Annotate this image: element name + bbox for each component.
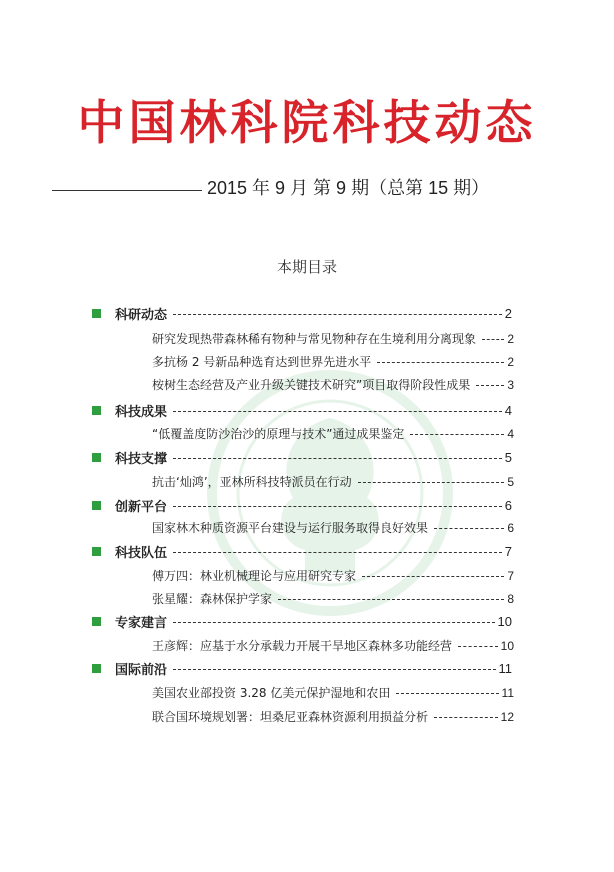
toc-item[interactable]	[152, 637, 514, 654]
dot-leader	[173, 458, 502, 459]
toc-section[interactable]	[92, 448, 512, 467]
item-title: 傅万四：林业机械理论与应用研究专家	[152, 569, 357, 583]
section-bullet-icon	[92, 664, 101, 673]
toc-item[interactable]	[152, 708, 514, 725]
toc-item[interactable]	[152, 473, 514, 490]
item-title: “低覆盖度防沙治沙的原理与技术”通过成果鉴定	[152, 427, 405, 441]
dot-leader	[482, 339, 504, 340]
dot-leader	[173, 552, 502, 553]
toc-item[interactable]	[152, 353, 514, 370]
page-number: 5	[504, 450, 512, 465]
section-bullet-icon	[92, 501, 101, 510]
toc-item[interactable]	[152, 567, 514, 584]
page-number: 4	[507, 426, 514, 441]
page-number: 6	[504, 498, 512, 513]
item-title: 王彦辉：应基于水分承载力开展干旱地区森林多功能经营	[152, 639, 453, 653]
section-title: 科技队伍	[115, 546, 168, 561]
toc-item[interactable]	[152, 330, 514, 347]
section-title: 科技支撑	[115, 452, 168, 467]
item-title: 联合国环境规划署：坦桑尼亚森林资源利用损益分析	[152, 710, 429, 724]
item-title: 多抗杨 2 号新品种选育达到世界先进水平	[152, 355, 372, 369]
dot-leader	[173, 411, 502, 412]
dot-leader	[173, 669, 495, 670]
section-bullet-icon	[92, 406, 101, 415]
page-number: 4	[504, 403, 512, 418]
dot-leader	[410, 434, 504, 435]
toc-item[interactable]	[152, 376, 514, 393]
toc-section[interactable]	[92, 304, 512, 323]
item-title: 国家林木种质资源平台建设与运行服务取得良好效果	[152, 521, 429, 535]
dot-leader	[173, 506, 502, 507]
section-bullet-icon	[92, 453, 101, 462]
item-title: 张星耀：森林保护学家	[152, 592, 273, 606]
toc-section[interactable]	[92, 612, 512, 631]
item-title: 桉树生态经营及产业升级关键技术研究”项目取得阶段性成果	[152, 378, 471, 392]
page-number: 11	[498, 661, 512, 676]
page-number: 7	[507, 568, 514, 583]
toc-section[interactable]	[92, 401, 512, 420]
page-number: 11	[501, 685, 514, 700]
dot-leader	[173, 622, 495, 623]
section-title: 科研动态	[115, 308, 168, 323]
toc-item[interactable]	[152, 590, 514, 607]
dot-leader	[362, 576, 504, 577]
page-number: 5	[507, 474, 514, 489]
section-bullet-icon	[92, 309, 101, 318]
page-number: 12	[500, 709, 514, 724]
page-number: 7	[504, 544, 512, 559]
toc-section[interactable]	[92, 659, 512, 678]
issue-line: 2015 年 9 月 第 9 期（总第 15 期）	[207, 178, 490, 198]
section-bullet-icon	[92, 547, 101, 556]
dot-leader	[434, 528, 504, 529]
toc-section[interactable]	[92, 496, 512, 515]
dot-leader	[458, 646, 498, 647]
item-title: 美国农业部投资 3.28 亿美元保护湿地和农田	[152, 686, 391, 700]
toc-section[interactable]	[92, 542, 512, 561]
page-number: 2	[507, 331, 514, 346]
dot-leader	[278, 599, 504, 600]
toc-item[interactable]	[152, 684, 514, 701]
page-number: 2	[504, 306, 512, 321]
section-bullet-icon	[92, 617, 101, 626]
dot-leader	[358, 482, 505, 483]
dot-leader	[434, 717, 498, 718]
page-number: 8	[507, 591, 514, 606]
section-title: 科技成果	[115, 405, 168, 420]
dot-leader	[476, 385, 504, 386]
page-number: 6	[507, 520, 514, 535]
section-title: 专家建言	[115, 616, 168, 631]
toc-item[interactable]	[152, 425, 514, 442]
issue-divider	[52, 190, 202, 191]
section-title: 国际前沿	[115, 663, 168, 678]
page-number: 10	[497, 614, 512, 629]
page-number: 3	[507, 377, 514, 392]
item-title: 抗击‘灿鸿’，亚林所科技特派员在行动	[152, 475, 352, 489]
toc-item[interactable]	[152, 519, 514, 536]
section-title: 创新平台	[115, 500, 168, 515]
item-title: 研究发现热带森林稀有物种与常见物种存在生境利用分离现象	[152, 332, 477, 346]
masthead-title: 中国林科院科技动态	[77, 96, 537, 151]
dot-leader	[396, 693, 498, 694]
toc-heading: 本期目录	[276, 258, 337, 276]
page-number: 10	[500, 638, 514, 653]
dot-leader	[377, 362, 504, 363]
page-number: 2	[507, 354, 514, 369]
dot-leader	[173, 314, 502, 315]
